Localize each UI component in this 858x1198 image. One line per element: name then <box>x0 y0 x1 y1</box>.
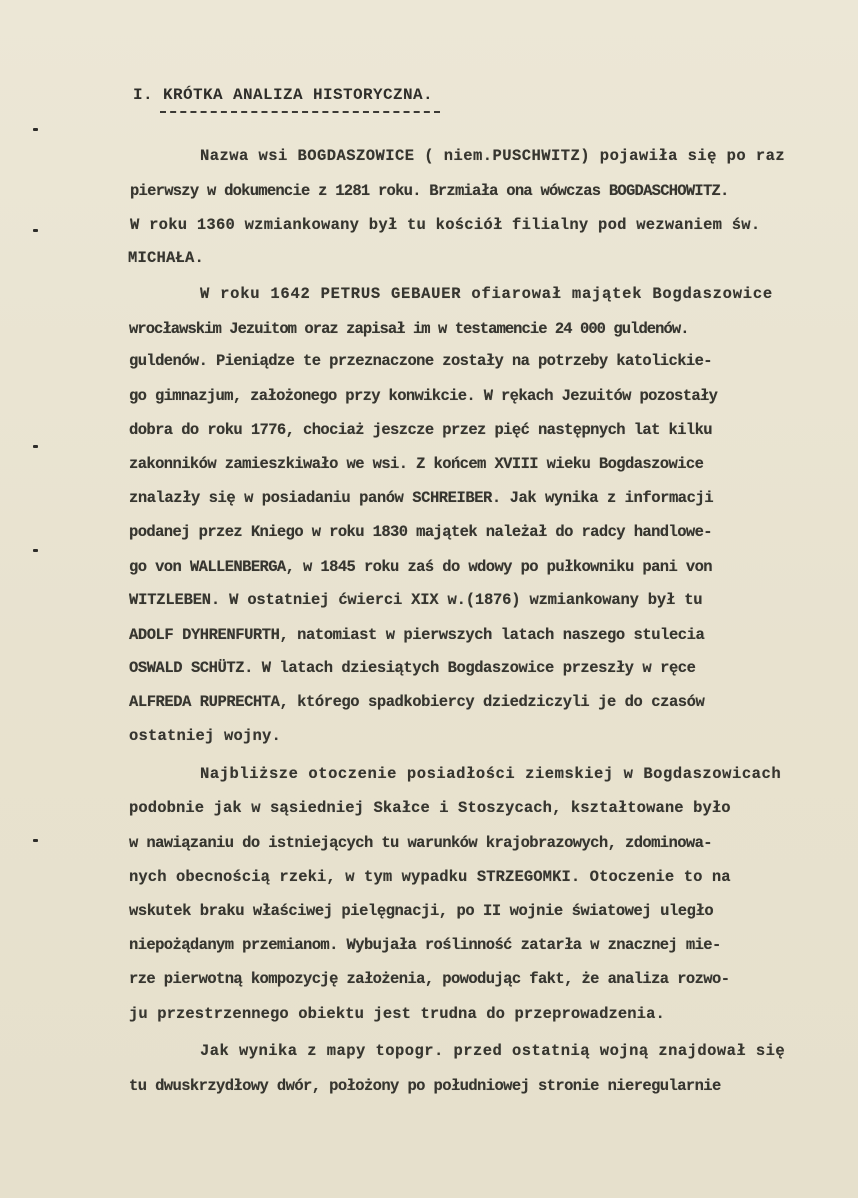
text-line: znalazły się w posiadaniu panów SCHREIBER. Jak wynika z informacji <box>129 489 714 507</box>
text-line: rze pierwotną kompozycję założenia, powodując fakt, że analiza rozwo- <box>129 970 730 988</box>
text-line: ADOLF DYHRENFURTH, natomiast w pierwszych latach naszego stulecia <box>129 626 705 644</box>
text-line: OSWALD SCHÜTZ. W latach dziesiątych Bogdaszowice przeszły w ręce <box>129 659 696 677</box>
margin-mark <box>33 839 38 842</box>
text-line: Jak wynika z mapy topogr. przed ostatnią wojną znajdował się <box>200 1042 786 1060</box>
text-line: dobra do roku 1776, chociaż jeszcze przez pięć następnych lat kilku <box>129 421 713 439</box>
text-line: WITZLEBEN. W ostatniej ćwierci XIX w.(1876) wzmiankowany był tu <box>129 591 703 609</box>
text-line: Nazwa wsi BOGDASZOWICE ( niem.PUSCHWITZ) pojawiła się po raz <box>200 147 786 165</box>
text-line: wrocławskim Jezuitom oraz zapisał im w testamencie 24 000 guldenów. <box>129 320 689 338</box>
text-line: zakonników zamieszkiwało we wsi. Z końcem XVIII wieku Bogdaszowice <box>129 455 704 473</box>
text-line: wskutek braku właściwej pielęgnacji, po II wojnie światowej uległo <box>129 902 714 920</box>
text-line: guldenów. Pieniądze te przeznaczone zostały na potrzeby katolickie- <box>129 352 713 370</box>
section-heading: I. KRÓTKA ANALIZA HISTORYCZNA. <box>133 86 434 104</box>
margin-mark <box>33 549 38 552</box>
text-line: ju przestrzennego obiektu jest trudna do przeprowadzenia. <box>129 1005 665 1023</box>
text-line: W roku 1642 PETRUS GEBAUER ofiarował majątek Bogdaszowice <box>200 285 773 303</box>
text-line: go von WALLENBERGA, w 1845 roku zaś do wdowy po pułkowniku pani von <box>129 558 713 576</box>
text-line: w nawiązaniu do istniejących tu warunków krajobrazowych, zdominowa- <box>129 834 713 852</box>
text-line: podobnie jak w sąsiedniej Skałce i Stoszycach, kształtowane było <box>129 799 731 817</box>
heading-underline <box>160 111 440 113</box>
text-line: ostatniej wojny. <box>129 727 282 745</box>
text-line: pierwszy w dokumencie z 1281 roku. Brzmiała ona wówczas BOGDASCHOWITZ. <box>130 182 729 200</box>
margin-mark <box>33 128 38 131</box>
text-line: podanej przez Kniego w roku 1830 majątek należał do radcy handlowe- <box>129 523 713 541</box>
text-line: nych obecnością rzeki, w tym wypadku STRZEGOMKI. Otoczenie to na <box>129 868 731 886</box>
text-line: Najbliższe otoczenie posiadłości ziemskiej w Bogdaszowicach <box>200 765 782 783</box>
text-line: niepożądanym przemianom. Wybujała roślinność zatarła w znacznej mie- <box>129 936 721 954</box>
text-line: ALFREDA RUPRECHTA, którego spadkobiercy dziedziczyli je do czasów <box>129 693 705 711</box>
margin-mark <box>33 229 38 232</box>
text-line: W roku 1360 wzmiankowany był tu kościół filialny pod wezwaniem św. <box>130 216 761 234</box>
margin-mark <box>33 445 38 448</box>
text-line: MICHAŁA. <box>128 249 205 267</box>
text-line: tu dwuskrzydłowy dwór, położony po południowej stronie nieregularnie <box>129 1077 721 1095</box>
text-line: go gimnazjum, założonego przy konwikcie. W rękach Jezuitów pozostały <box>129 387 718 405</box>
